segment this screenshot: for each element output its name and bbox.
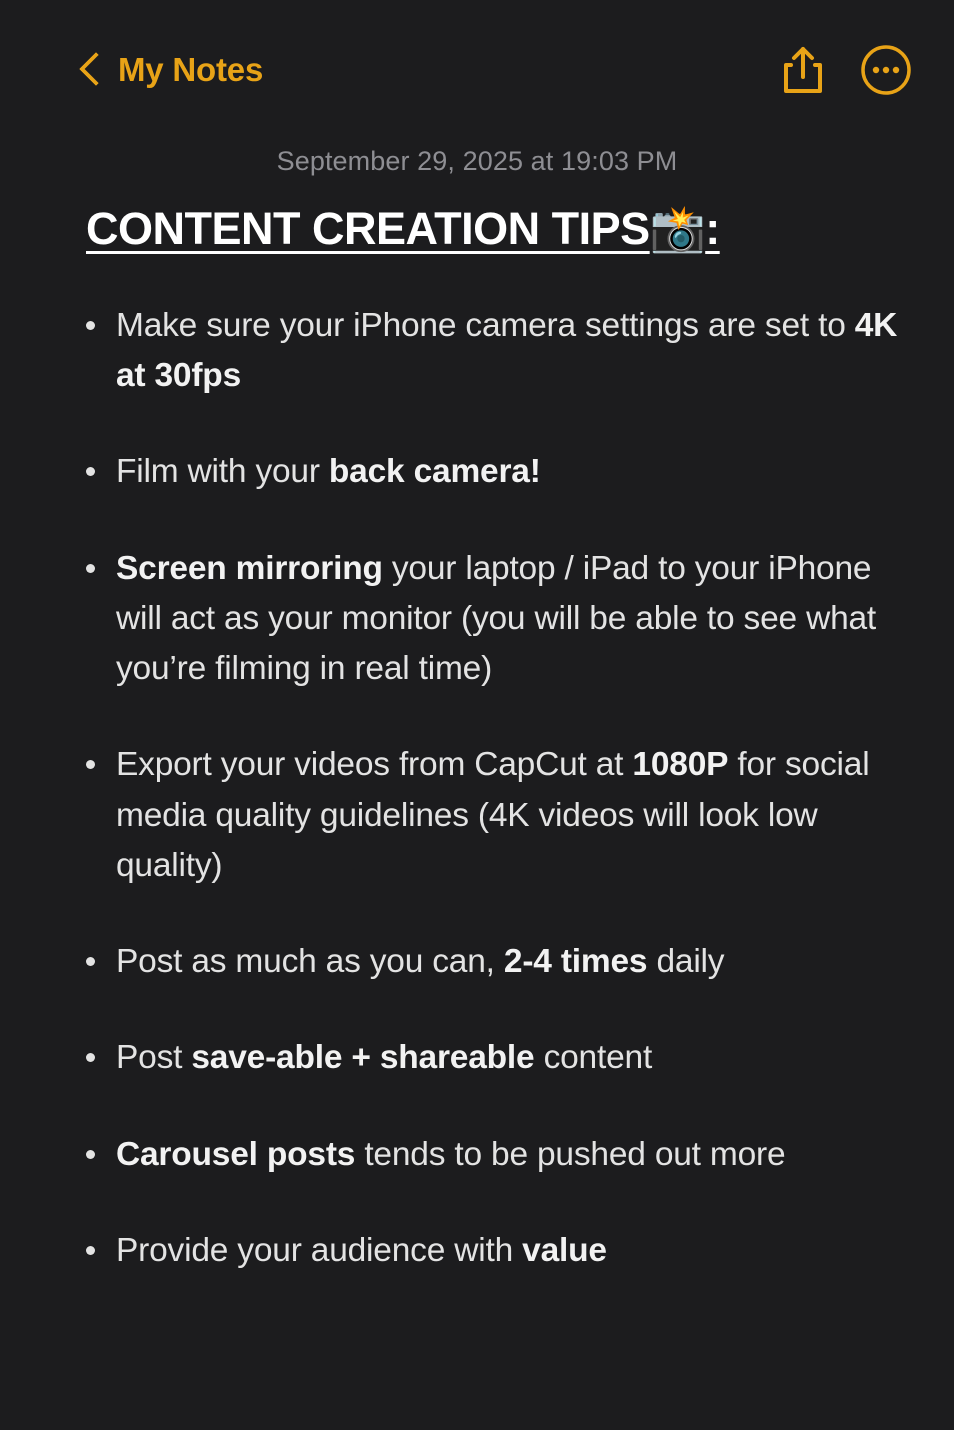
bullet-saveable-shareable — [78, 1033, 908, 1083]
camera-flash-emoji: 📸 — [649, 203, 706, 254]
note-title — [86, 203, 908, 255]
emphasis-text: 2-4 times — [503, 943, 648, 980]
body-text: Make sure your iPhone camera settings are set to — [116, 306, 855, 344]
body-text: Post — [116, 1039, 192, 1077]
bullet-export-capcut — [78, 740, 908, 891]
body-text: Film with your — [116, 453, 329, 491]
note-content — [0, 203, 954, 1276]
back-button[interactable] — [78, 49, 263, 91]
nav-actions — [780, 44, 912, 96]
navigation-bar — [0, 0, 954, 140]
emphasis-text: value — [522, 1231, 607, 1269]
bullet-screen-mirroring — [78, 544, 908, 695]
bullet-back-camera — [78, 447, 908, 497]
bullet-camera-settings — [78, 301, 908, 402]
body-text: tends to be pushed out more — [355, 1135, 786, 1173]
body-text: daily — [647, 943, 725, 980]
body-text: for social media quality guidelines (4K videos will look low quality) — [116, 746, 870, 884]
bullet-carousel-posts — [78, 1130, 908, 1180]
bullet-provide-value — [78, 1226, 908, 1276]
back-button-label: My Notes — [118, 51, 264, 88]
emphasis-text: save-able + shareable — [191, 1039, 535, 1077]
tips-list — [78, 301, 908, 1276]
more-options-icon[interactable] — [860, 44, 912, 96]
emphasis-text: 1080P — [632, 746, 729, 784]
emphasis-text: Carousel posts — [116, 1135, 356, 1173]
emphasis-text: Screen mirroring — [116, 549, 383, 587]
body-text: content — [534, 1039, 653, 1077]
note-timestamp: September 29, 2025 at 19:03 PM — [276, 146, 678, 176]
note-title-suffix: : — [705, 203, 720, 254]
note-title-text: CONTENT CREATION TIPS — [86, 203, 650, 254]
chevron-left-icon — [78, 49, 104, 91]
body-text: Provide your audience with — [116, 1231, 523, 1269]
emphasis-text: back camera! — [328, 453, 541, 491]
body-text: your laptop / iPad to your iPhone will act as your monitor (you will be able to see what you’re filming in real time) — [116, 549, 877, 687]
body-text: Post as much as you can, — [116, 943, 504, 980]
bullet-post-frequency — [78, 937, 908, 987]
body-text: Export your videos from CapCut at — [116, 746, 633, 784]
emphasis-text: 4K at 30fps — [116, 306, 898, 394]
share-icon[interactable] — [780, 44, 826, 96]
